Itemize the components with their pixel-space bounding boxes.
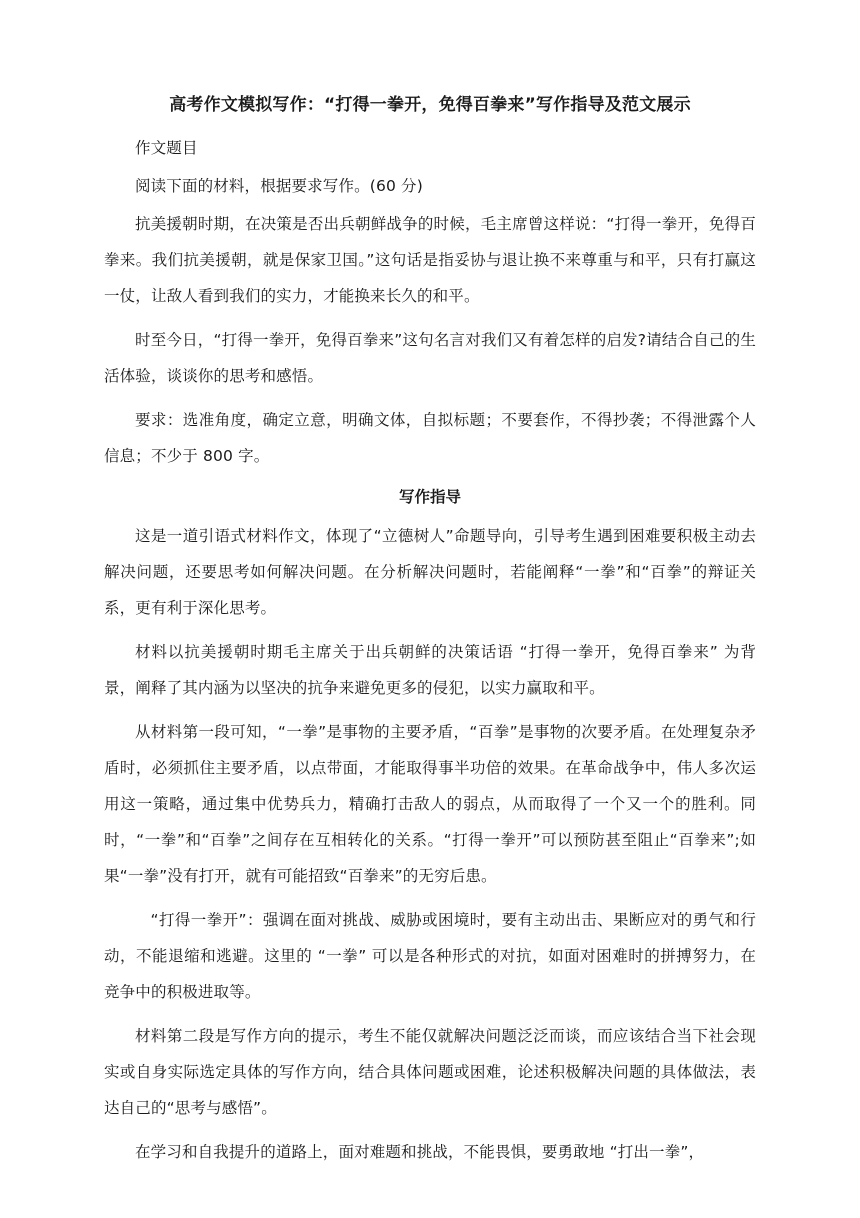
guide-paragraph-2: 材料以抗美援朝时期毛主席关于出兵朝鲜的决策话语 “打得一拳开，免得百拳来” 为背景，阐释了其内涵为以坚决的抗争来避免更多的侵犯，以实力赢取和平。 (104, 643, 756, 697)
document-title: 高考作文模拟写作：“打得一拳开，免得百拳来”写作指导及范文展示 (169, 95, 691, 115)
prompt-heading: 作文题目 (135, 139, 198, 157)
guide-paragraph-5: 材料第二段是写作方向的提示，考生不能仅就解决问题泛泛而谈，而应该结合当下社会现实或自身实际选定具体的写作方向，结合具体问题或困难，论述积极解决问题的具体做法，表达自己的“思考与感悟”。 (104, 1027, 756, 1117)
instruction-text: 阅读下面的材料，根据要求写作。(60 分) (135, 177, 423, 195)
material-paragraph-1: 抗美援朝时期，在决策是否出兵朝鲜战争的时候，毛主席曾这样说：“打得一拳开，免得百拳来。我们抗美援朝，就是保家卫国。”这句话是指妥协与退让换不来尊重与和平，只有打赢这一仗，让敌人看到我们的实力，才能换来长久的和平。 (104, 215, 756, 305)
material-paragraph-2: 时至今日，“打得一拳开，免得百拳来”这句名言对我们又有着怎样的启发?请结合自己的生活体验，谈谈你的思考和感悟。 (104, 331, 756, 385)
guide-heading: 写作指导 (398, 488, 461, 506)
requirements-paragraph: 要求：选准角度，确定立意，明确文体，自拟标题；不要套作，不得抄袭；不得泄露个人信息；不少于 800 字。 (104, 411, 756, 465)
guide-paragraph-1: 这是一道引语式材料作文，体现了“立德树人”命题导向，引导考生遇到困难要积极主动去解决问题，还要思考如何解决问题。在分析解决问题时，若能阐释“一拳”和“百拳”的辩证关系，更有利于深化思考。 (104, 527, 756, 617)
guide-paragraph-3: 从材料第一段可知，“一拳”是事物的主要矛盾，“百拳”是事物的次要矛盾。在处理复杂矛盾时，必须抓住主要矛盾，以点带面，才能取得事半功倍的效果。在革命战争中，伟人多次运用这一策略，通过集中优势兵力，精确打击敌人的弱点，从而取得了一个又一个的胜利。同时，“一拳”和“百拳”之间存在互相转化的关系。“打得一拳开”可以预防甚至阻止“百拳来”;如果“一拳”没有打开，就有可能招致“百拳来”的无穷后患。 (104, 723, 756, 885)
guide-paragraph-6: 在学习和自我提升的道路上，面对难题和挑战，不能畏惧，要勇敢地 “打出一拳”， (135, 1143, 705, 1161)
guide-paragraph-4: “打得一拳开”：强调在面对挑战、威胁或困境时，要有主动出击、果断应对的勇气和行动，不能退缩和逃避。这里的 “一拳” 可以是各种形式的对抗，如面对困难时的拼搏努力，在竞争中的积极进取等。 (104, 911, 756, 1001)
